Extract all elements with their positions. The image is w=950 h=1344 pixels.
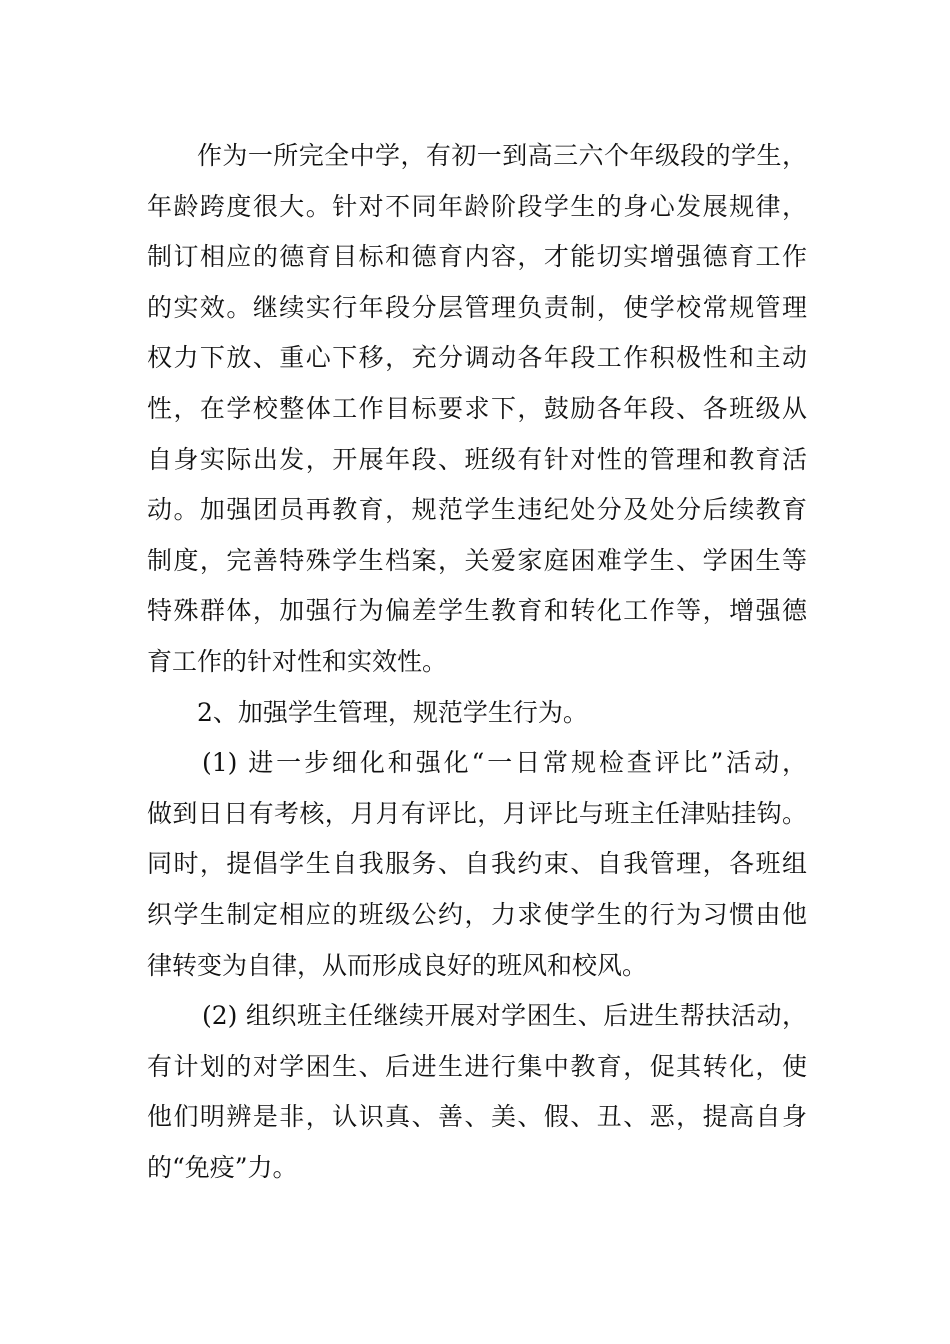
text-line: 律转变为自律，从而形成良好的班风和校风。 xyxy=(147,950,648,980)
text-line: 特殊群体，加强行为偏差学生教育和转化工作等，增强德 xyxy=(147,596,807,626)
text-line: 同时，提倡学生自我服务、自我约束、自我管理，各班组 xyxy=(147,849,807,879)
text-line: 动。加强团员再教育，规范学生违纪处分及处分后续教育 xyxy=(147,495,807,525)
text-line: 性，在学校整体工作目标要求下，鼓励各年段、各班级从 xyxy=(147,393,807,423)
text-line: 制度，完善特殊学生档案，关爱家庭困难学生、学困生等 xyxy=(147,545,807,575)
text-line: (1) 进一步细化和强化“一日常规检查评比”活动， xyxy=(202,748,807,778)
text-line: 权力下放、重心下移，充分调动各年段工作积极性和主动 xyxy=(147,343,807,373)
text-line: 的“免疫”力。 xyxy=(147,1152,298,1182)
section-heading: 2、加强学生管理，规范学生行为。 xyxy=(197,697,588,727)
section-heading-student-management xyxy=(147,688,807,739)
text-line: 做到日日有考核，月月有评比，月评比与班主任津贴挂钩。 xyxy=(147,798,807,828)
text-line: 的实效。继续实行年段分层管理负责制，使学校常规管理 xyxy=(147,292,807,322)
paragraph-moral-education-levels xyxy=(147,131,807,688)
list-item-daily-routine-inspection xyxy=(147,738,807,991)
text-line: 他们明辨是非，认识真、善、美、假、丑、恶，提高自身 xyxy=(147,1102,807,1132)
text-line: 制订相应的德育目标和德育内容，才能切实增强德育工作 xyxy=(147,242,807,272)
text-line: 育工作的针对性和实效性。 xyxy=(147,646,448,676)
document-body xyxy=(147,131,807,1193)
text-line: 织学生制定相应的班级公约，力求使学生的行为习惯由他 xyxy=(147,899,807,929)
text-line: 自身实际出发，开展年段、班级有针对性的管理和教育活 xyxy=(147,444,807,474)
text-line: (2) 组织班主任继续开展对学困生、后进生帮扶活动， xyxy=(202,1001,807,1031)
text-line: 作为一所完全中学，有初一到高三六个年级段的学生， xyxy=(197,141,807,170)
text-line: 有计划的对学困生、后进生进行集中教育，促其转化，使 xyxy=(147,1051,807,1081)
list-item-struggling-student-support xyxy=(147,991,807,1193)
text-line: 年龄跨度很大。针对不同年龄阶段学生的身心发展规律， xyxy=(147,191,807,221)
